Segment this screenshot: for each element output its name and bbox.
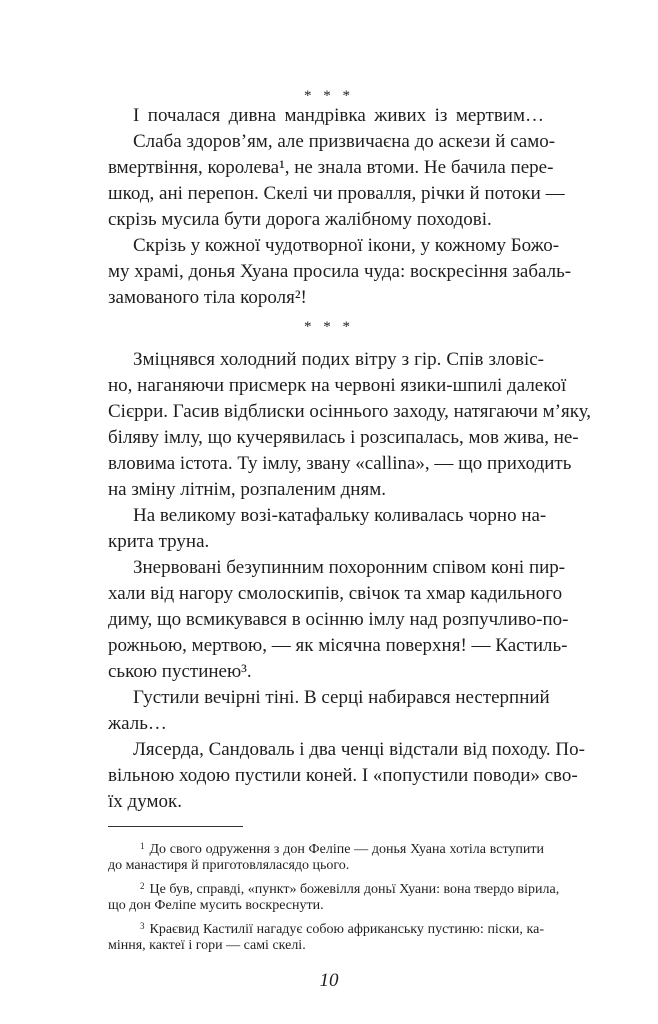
footnote-text: Це був, справді, «пункт» божевілля доньї Хуани: вона твердо вірила, [149,882,560,897]
footnote-2 [140,876,560,897]
body-line: му храмі, донья Хуана просила чуда: воскресіння забаль- [108,261,572,282]
body-line: На великому возі-катафальку коливалась чорно на- [133,505,547,526]
body-line: Знервовані безупинним похоронним співом коні пир- [133,557,566,578]
body-line: на зміну літнім, розпаленим дням. [108,479,386,500]
page-number: 10 [319,970,339,991]
footnote-1-cont: до манастиря й приготовляласядо цього. [108,858,350,873]
body-line: Слаба здоров’ям, але призвичаєна до аскези й само- [133,131,556,152]
body-line: Скрізь у кожної чудотворної ікони, у кожному Божо- [133,235,560,256]
body-line: хали від нагору смолоскипів, свічок та хмар кадильного [108,583,563,604]
body-line: Густили вечірні тіні. В серці набирався нестерпний [133,687,550,708]
body-line: рожньою, мертвою, — як місячна поверхня! — Кастиль- [108,635,568,656]
footnote-mark: 1 [140,841,145,851]
body-line: вловима істота. Ту імлу, звану «callina», — що приходить [108,453,572,474]
body-line: Лясерда, Сандоваль і два ченці відстали від походу. По- [133,739,585,760]
footnote-3 [140,916,544,936]
footnote-mark: 3 [140,921,145,931]
footnote-text: До свого одруження з дон Феліпе — донья Хуана хотіла вступити [149,842,544,857]
body-line: їх думок. [108,791,182,812]
body-line: крита труна. [108,531,210,552]
body-line: шкод, ані перепон. Скелі чи провалля, річки й потоки — [108,183,565,204]
section-separator: * * * [304,319,354,335]
footnote-text: Краєвид Кастилії нагадує собою африканську пустиню: піски, ка- [149,922,544,937]
body-line: Зміцнявся холодний подих вітру з гір. Спів зловіс- [133,349,544,370]
body-line: диму, що всмикувався в осінню імлу над розпучливо-по- [108,609,569,630]
body-line: вмертвіння, королева¹, не знала втоми. Не бачила пере- [108,157,554,178]
footnote-mark: 2 [140,881,145,891]
body-line: но, наганяючи присмерк на червоні язики-шпилі далекої [108,375,567,396]
section-separator: * * * [304,88,354,104]
body-line: Сієрри. Гасив відблиски осіннього заходу, натягаючи м’яку, [108,401,592,422]
footnote-rule [108,826,243,827]
body-line: замованого тіла короля²! [108,287,307,308]
body-line: ською пустинею³. [108,661,252,682]
body-line: жаль… [108,713,167,734]
body-line: скрізь мусила бути дорога жалібному походові. [108,209,492,230]
body-line: біляву імлу, що кучерявилась і розсипалась, мов жива, не- [108,427,579,448]
body-line: І почалася дивна мандрівка живих із мертвим… [133,105,544,126]
body-line: вільною ходою пустили коней. І «попустили поводи» сво- [108,765,578,786]
footnote-1 [140,836,544,856]
footnote-2-cont: що дон Феліпе мусить воскреснути. [108,898,324,913]
footnote-3-cont: міння, кактеї і гори — самі скелі. [108,938,306,953]
